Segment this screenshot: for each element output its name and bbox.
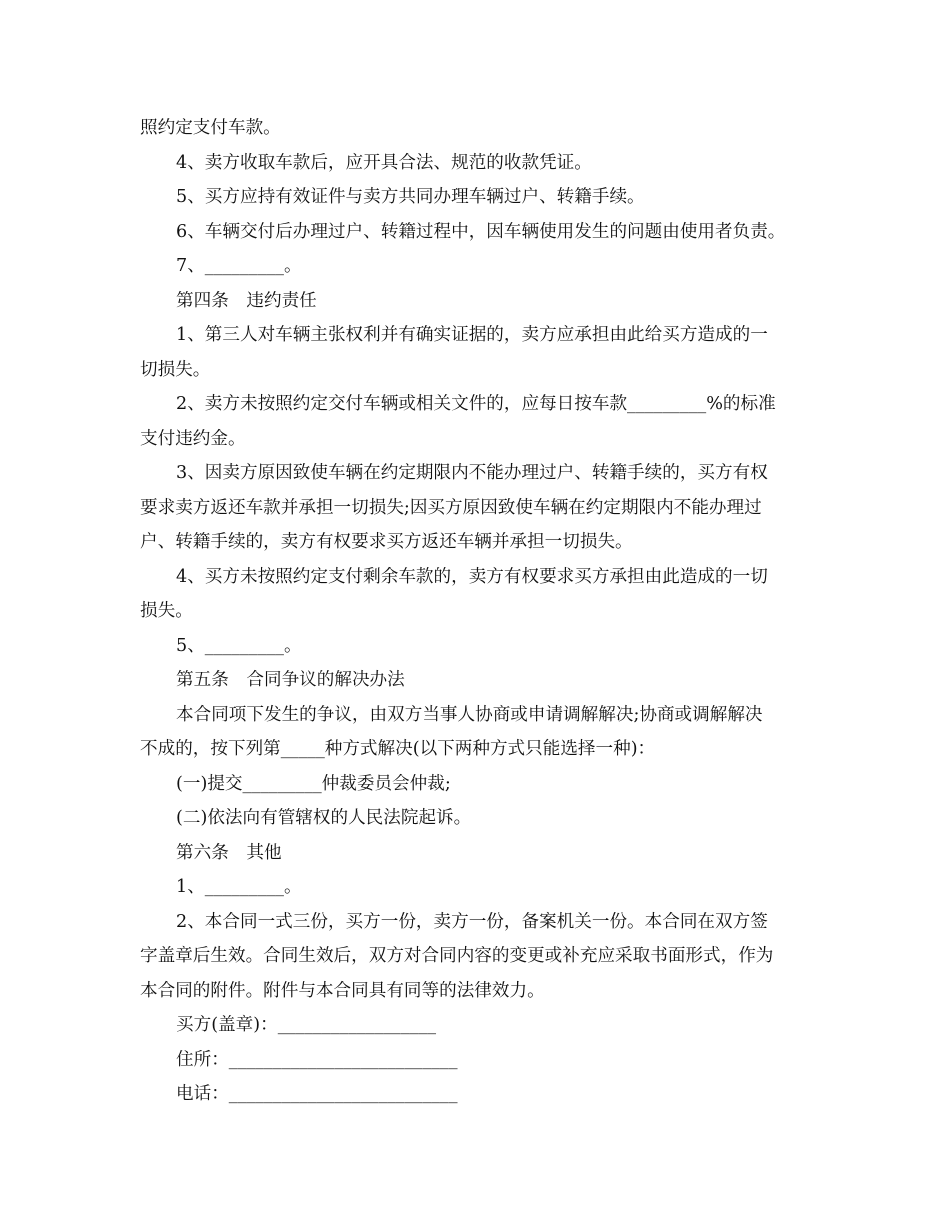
- article-5-text-line2: 不成的，按下列第_____种方式解决(以下两种方式只能选择一种)：: [140, 739, 656, 759]
- clause-4-2-line1: 2、卖方未按照约定交付车辆或相关文件的，应每日按车款_________%的标准: [176, 394, 776, 414]
- buyer-seal-field: 买方(盖章)：__________________: [176, 1015, 437, 1035]
- clause-6-2-line1: 2、本合同一式三份，买方一份，卖方一份，备案机关一份。本合同在双方签: [176, 911, 768, 932]
- buyer-address-field: 住所：__________________________: [176, 1049, 458, 1070]
- clause-6-1: 1、_________。: [176, 877, 302, 897]
- clause-3-5: 5、买方应持有效证件与卖方共同办理车辆过户、转籍手续。: [176, 187, 645, 207]
- article-5-option-2: (二)依法向有管辖权的人民法院起诉。: [176, 808, 472, 828]
- clause-4-3-line1: 3、因卖方原因致使车辆在约定期限内不能办理过户、转籍手续的，买方有权: [176, 463, 768, 483]
- article-5-heading: 第五条 合同争议的解决办法: [176, 670, 405, 690]
- clause-4-3-line2: 要求卖方返还车款并承担一切损失;因买方原因致使车辆在约定期限内不能办理过: [140, 497, 762, 518]
- article-6-heading: 第六条 其他: [176, 842, 282, 863]
- clause-4-1-line2: 切损失。: [140, 359, 211, 380]
- clause-3-4: 4、卖方收取车款后，应开具合法、规范的收款凭证。: [176, 152, 592, 173]
- article-4-heading: 第四条 违约责任: [176, 290, 317, 311]
- clause-4-2-line2: 支付违约金。: [140, 428, 246, 449]
- clause-4-4-line2: 损失。: [140, 601, 193, 621]
- article-5-text-line1: 本合同项下发生的争议，由双方当事人协商或申请调解解决;协商或调解解决: [176, 704, 763, 725]
- text-line: 照约定支付车款。: [140, 118, 281, 138]
- clause-6-2-line2: 字盖章后生效。合同生效后，双方对合同内容的变更或补充应采取书面形式，作为: [140, 946, 774, 966]
- clause-3-7: 7、_________。: [176, 256, 302, 276]
- clause-4-1-line1: 1、第三人对车辆主张权利并有确实证据的，卖方应承担由此给买方造成的一: [176, 325, 768, 345]
- article-5-option-1: (一)提交_________仲裁委员会仲裁;: [176, 773, 451, 794]
- clause-3-6: 6、车辆交付后办理过户、转籍过程中，因车辆使用发生的问题由使用者负责。: [176, 221, 786, 242]
- contract-body: [140, 111, 812, 1112]
- buyer-phone-field: 电话：__________________________: [176, 1084, 458, 1104]
- clause-4-5: 5、_________。: [176, 635, 302, 656]
- clause-4-4-line1: 4、买方未按照约定支付剩余车款的，卖方有权要求买方承担由此造成的一切: [176, 566, 768, 587]
- clause-4-3-line3: 户、转籍手续的，卖方有权要求买方返还车辆并承担一切损失。: [140, 532, 633, 552]
- clause-6-2-line3: 本合同的附件。附件与本合同具有同等的法律效力。: [140, 980, 545, 1001]
